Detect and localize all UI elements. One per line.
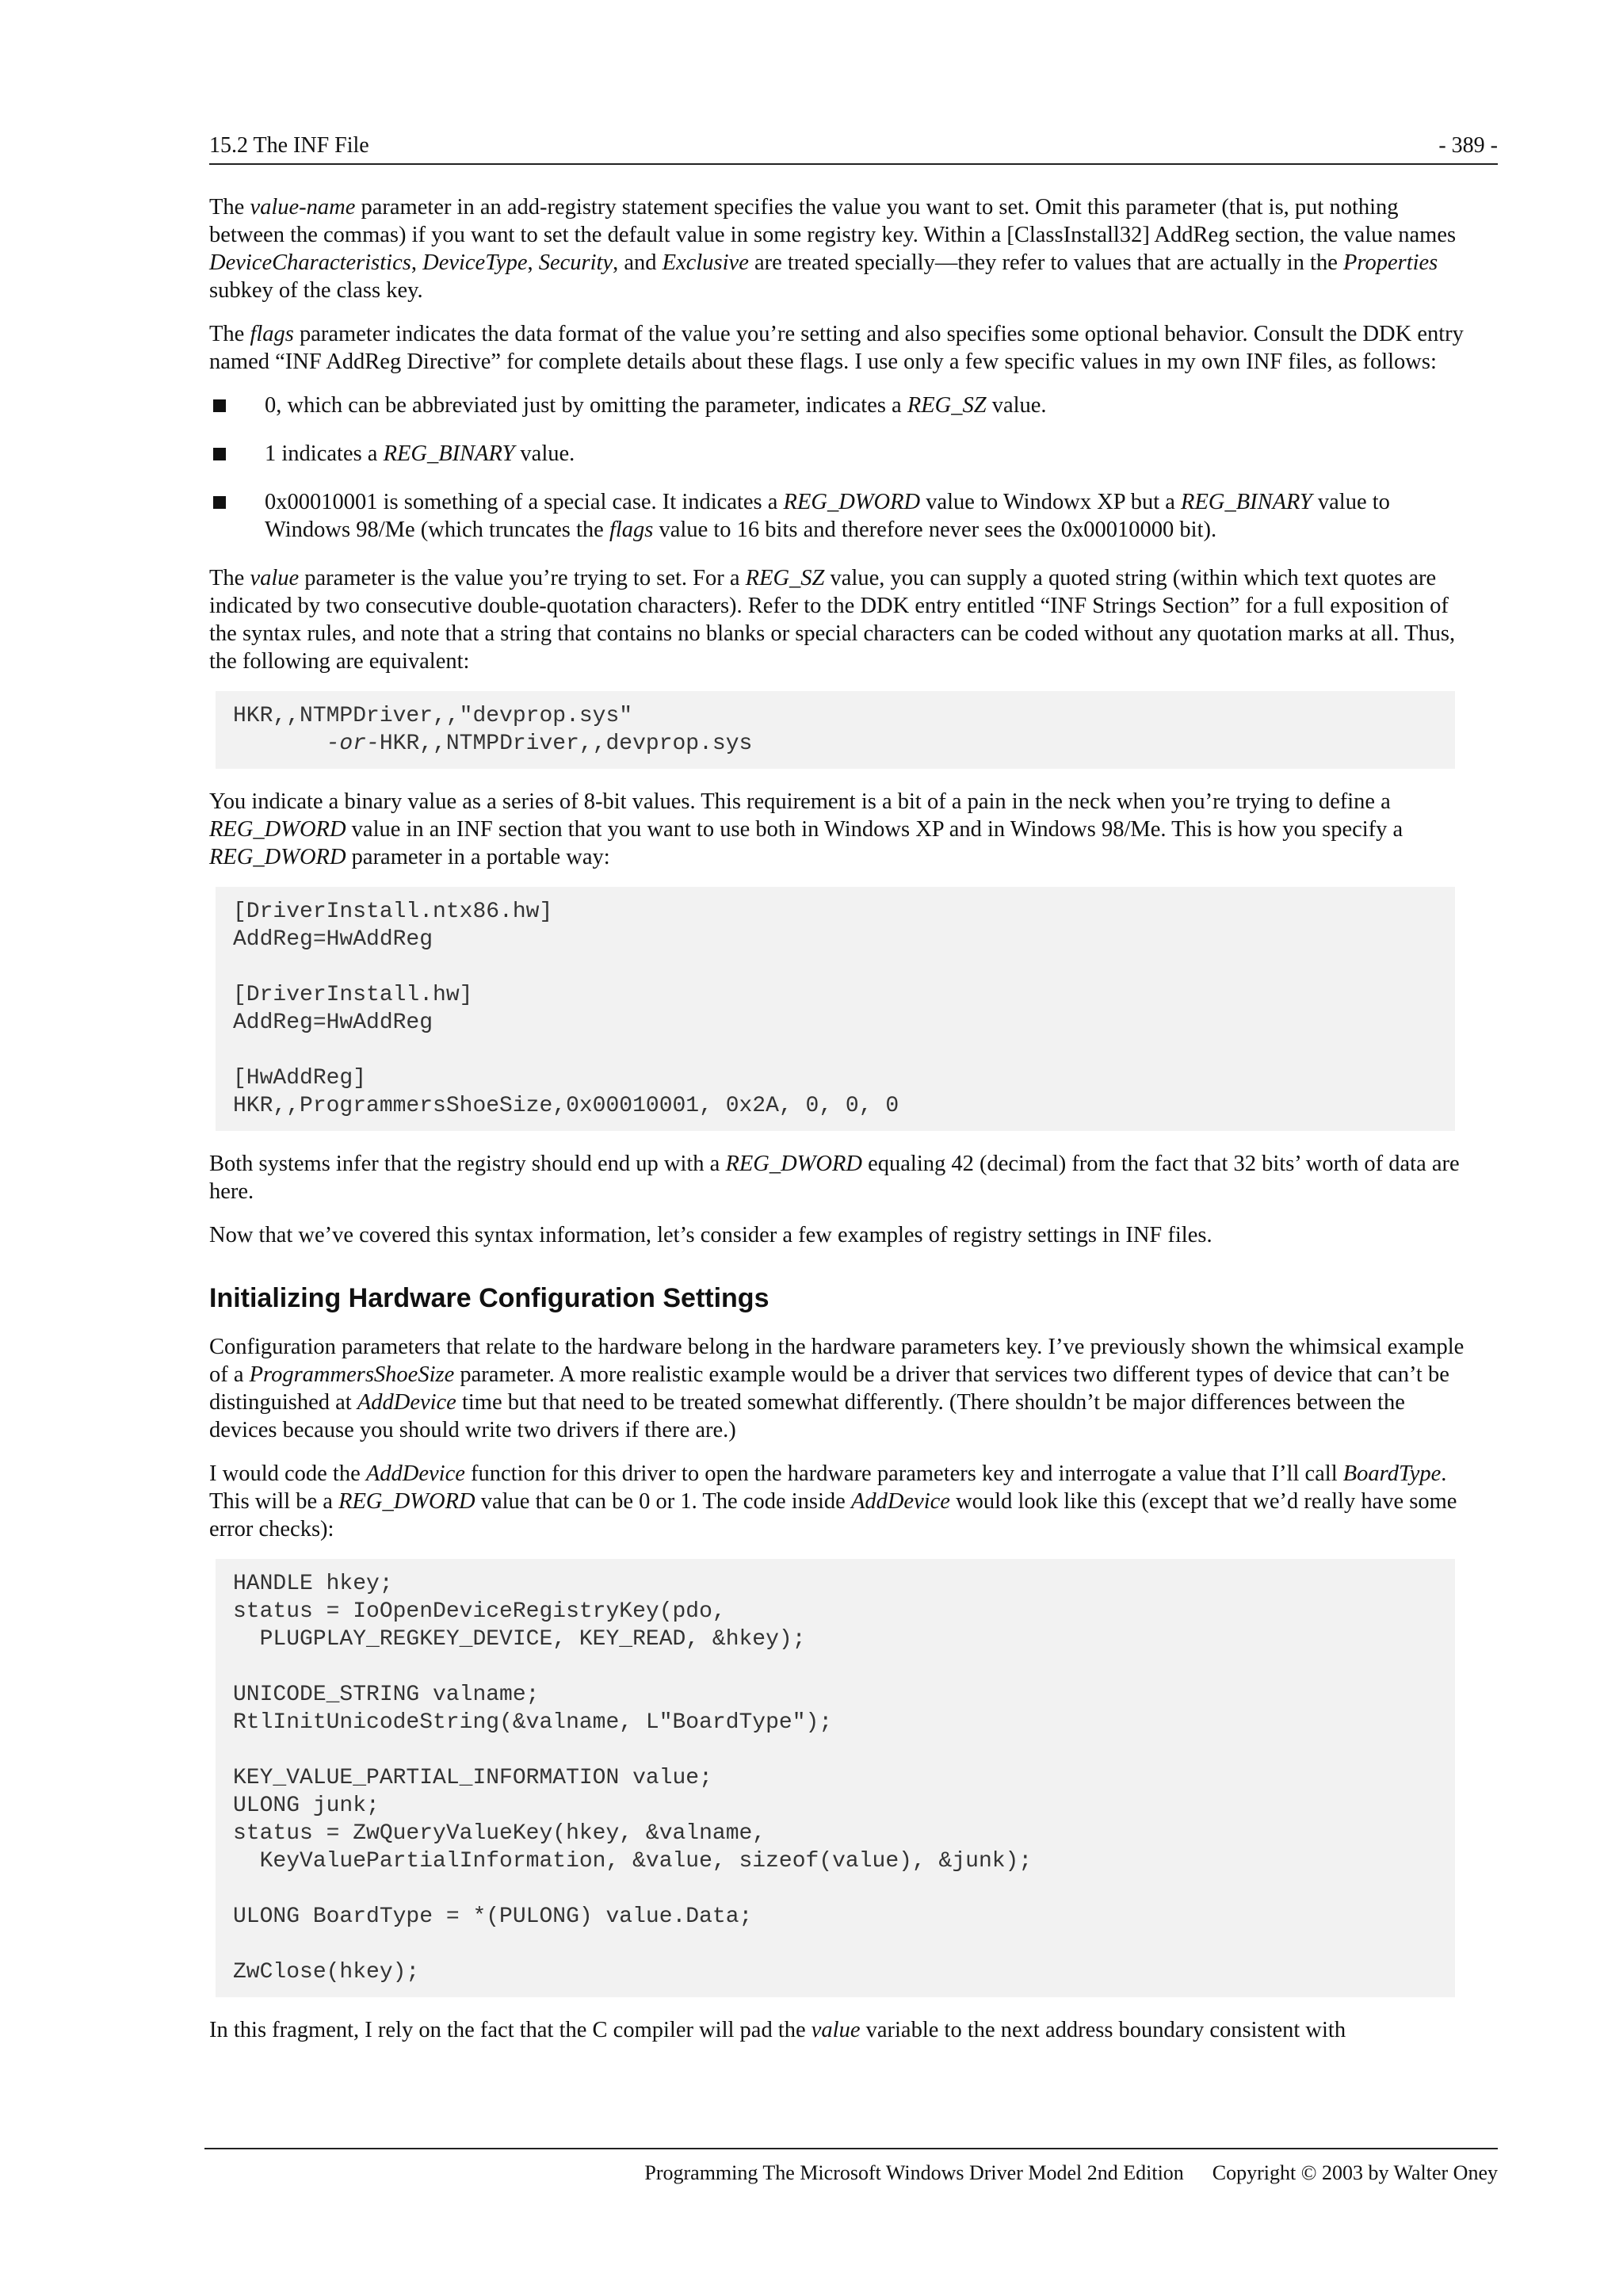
- text-run: parameter in a portable way:: [346, 845, 610, 869]
- text-run: , and: [613, 250, 663, 275]
- text-run: subkey of the class key.: [209, 278, 423, 303]
- text-run: status = IoOpenDeviceRegistryKey(pdo,: [233, 1599, 726, 1624]
- text-run: ZwClose(hkey);: [233, 1960, 420, 1985]
- text-run: You indicate a binary value as a series of 8-bit values. This requirement is a bit of a pain in the neck when you’re trying to define a: [209, 789, 1391, 814]
- text-run: ULONG junk;: [233, 1794, 380, 1818]
- bullet-square-icon: [213, 448, 226, 460]
- italic-term: REG_DWORD: [209, 845, 346, 869]
- text-run: [HwAddReg]: [233, 1066, 367, 1091]
- text-run: parameter indicates the data format of the value you’re setting and also specifies some optional behavior. Consult the DDK entry named “INF AddReg Directive” for complete details about these flags. I use only a few specific values in my own INF files, as follows:: [209, 322, 1464, 374]
- code-line: [233, 1792, 1438, 1820]
- bullet-square-icon: [213, 399, 226, 412]
- text-run: [233, 732, 327, 756]
- paragraph: [209, 1221, 1477, 1249]
- list-item: [209, 392, 1477, 419]
- text-run: parameter is the value you’re trying to set. For a: [299, 566, 746, 590]
- paragraph: [209, 2016, 1477, 2044]
- text-run: [DriverInstall.ntx86.hw]: [233, 900, 553, 924]
- italic-term: flags: [609, 518, 654, 542]
- code-line: [233, 730, 1438, 758]
- text-run: . This will be a: [209, 1461, 1447, 1514]
- italic-term: value: [811, 2018, 861, 2042]
- list-item: [209, 488, 1477, 544]
- italic-term: Properties: [1343, 250, 1438, 275]
- flags-list: [209, 392, 1477, 544]
- text-run: [DriverInstall.hw]: [233, 983, 473, 1007]
- italic-term: Security: [538, 250, 613, 275]
- page-number: - 389 -: [1438, 133, 1498, 158]
- paragraph: [209, 788, 1477, 871]
- text-run: parameter. A more realistic example would be a driver that services two different types of device that can’t be distinguished at: [209, 1362, 1449, 1415]
- italic-term: REG_DWORD: [783, 490, 921, 514]
- code-blank-line: [233, 1653, 1438, 1681]
- text-run: AddReg=HwAddReg: [233, 1010, 433, 1035]
- code-line: [233, 1958, 1438, 1986]
- text-run: I would code the: [209, 1461, 366, 1486]
- text-run: function for this driver to open the hardware parameters key and interrogate a value that I’ll call: [464, 1461, 1343, 1486]
- text-run: are treated specially—they refer to values that are actually in the: [748, 250, 1344, 275]
- list-item: [209, 440, 1477, 468]
- bullet-square-icon: [213, 496, 226, 509]
- text-run: value to Windows 98/Me (which truncates the: [265, 490, 1390, 542]
- italic-term: ProgrammersShoeSize: [249, 1362, 455, 1387]
- text-run: ULONG BoardType = *(PULONG) value.Data;: [233, 1904, 753, 1929]
- italic-term: value-name: [250, 195, 356, 220]
- running-head: [209, 132, 1498, 165]
- code-line: [233, 926, 1438, 953]
- italic-term: AddDevice: [357, 1390, 456, 1415]
- italic-term: flags: [250, 322, 294, 346]
- text-run: HKR,,ProgrammersShoeSize,0x00010001, 0x2A, 0, 0, 0: [233, 1094, 899, 1118]
- text-run: equaling 42 (decimal) from the fact that 32 bits’ worth of data are here.: [209, 1152, 1460, 1204]
- italic-term: REG_BINARY: [1181, 490, 1312, 514]
- paragraph: [209, 320, 1477, 376]
- paragraph: [209, 564, 1477, 675]
- italic-term: REG_SZ: [745, 566, 825, 590]
- code-blank-line: [233, 1875, 1438, 1903]
- code-blank-line: [233, 1931, 1438, 1958]
- code-block: [216, 887, 1455, 1131]
- code-blank-line: [233, 1037, 1438, 1064]
- text-run: Both systems infer that the registry should end up with a: [209, 1152, 726, 1176]
- code-line: [233, 1009, 1438, 1037]
- text-run: KEY_VALUE_PARTIAL_INFORMATION value;: [233, 1766, 712, 1790]
- code-line: [233, 1092, 1438, 1120]
- code-line: [233, 898, 1438, 926]
- code-line: [233, 1598, 1438, 1626]
- text-run: Configuration parameters that relate to the hardware belong in the hardware parameters key. I’ve previously shown the whimsical example of a: [209, 1335, 1465, 1387]
- code-line: [233, 1709, 1438, 1736]
- list-item-text: [265, 393, 1047, 418]
- italic-term: AddDevice: [365, 1461, 465, 1486]
- paragraph: [209, 1333, 1477, 1444]
- text-run: The: [209, 195, 250, 220]
- list-item-text: [265, 441, 575, 466]
- italic-term: AddDevice: [850, 1489, 950, 1514]
- text-run: HANDLE hkey;: [233, 1572, 393, 1596]
- text-run: The: [209, 322, 250, 346]
- section-title: 15.2 The INF File: [209, 133, 369, 158]
- text-run: UNICODE_STRING valname;: [233, 1683, 540, 1707]
- italic-term: REG_DWORD: [338, 1489, 475, 1514]
- book-title: Programming The Microsoft Windows Driver Model 2nd Edition: [644, 2161, 1184, 2184]
- code-line: [233, 1681, 1438, 1709]
- section-heading: Initializing Hardware Configuration Settings: [209, 1283, 769, 1313]
- italic-term: REG_BINARY: [383, 441, 515, 466]
- text-run: AddReg=HwAddReg: [233, 927, 433, 952]
- italic-term: DeviceCharacteristics: [209, 250, 411, 275]
- list-item-text: [265, 490, 1390, 542]
- text-run: PLUGPLAY_REGKEY_DEVICE, KEY_READ, &hkey);: [233, 1627, 806, 1652]
- text-run: ,: [527, 250, 539, 275]
- text-run: value to 16 bits and therefore never sees the 0x00010000 bit).: [653, 518, 1217, 542]
- code-blank-line: [233, 1736, 1438, 1764]
- text-run: 0x00010001 is something of a special case. It indicates a: [265, 490, 784, 514]
- text-run: value.: [986, 393, 1047, 418]
- paragraph: [209, 193, 1477, 304]
- italic-term: REG_SZ: [907, 393, 987, 418]
- code-line: [233, 1764, 1438, 1792]
- page-footer: [204, 2148, 1498, 2186]
- italic-term: REG_DWORD: [725, 1152, 862, 1176]
- text-run: In this fragment, I rely on the fact that the C compiler will pad the: [209, 2018, 812, 2042]
- code-line: [233, 702, 1438, 730]
- text-run: value that can be 0 or 1. The code inside: [475, 1489, 851, 1514]
- code-line: [233, 1903, 1438, 1931]
- code-blank-line: [233, 953, 1438, 981]
- text-run: The: [209, 566, 250, 590]
- code-block: [216, 1559, 1455, 1997]
- text-run: variable to the next address boundary consistent with: [860, 2018, 1346, 2042]
- code-line: [233, 1064, 1438, 1092]
- text-run: parameter in an add-registry statement specifies the value you want to set. Omit this parameter (that is, put nothing between the commas) if you want to set the default value in some registry key. Within a [ClassInstall32] AddReg section, the value names: [209, 195, 1457, 247]
- text-run: HKR,,NTMPDriver,,"devprop.sys": [233, 704, 633, 728]
- italic-term: value: [250, 566, 300, 590]
- code-block: [216, 691, 1455, 769]
- code-line: [233, 1570, 1438, 1598]
- text-run: 0, which can be abbreviated just by omitting the parameter, indicates a: [265, 393, 907, 418]
- paragraph: [209, 1150, 1477, 1205]
- italic-term: Exclusive: [662, 250, 749, 275]
- italic-term: REG_DWORD: [209, 817, 346, 842]
- code-line: [233, 1847, 1438, 1875]
- italic-term: BoardType: [1342, 1461, 1442, 1486]
- text-run: HKR,,NTMPDriver,,devprop.sys: [379, 732, 753, 756]
- text-run: value.: [514, 441, 575, 466]
- page-body: [209, 193, 1477, 2060]
- copyright: Copyright © 2003 by Walter Oney: [1212, 2161, 1498, 2184]
- italic-term: DeviceType: [422, 250, 528, 275]
- text-run: RtlInitUnicodeString(&valname, L"BoardType");: [233, 1710, 833, 1735]
- text-run: value to Windowx XP but a: [920, 490, 1182, 514]
- code-line: [233, 1820, 1438, 1847]
- text-run: 1 indicates a: [265, 441, 384, 466]
- text-run: time but that need to be treated somewhat differently. (There shouldn’t be major differences between the devices because you should write two drivers if there are.): [209, 1390, 1405, 1442]
- italic-term: -or-: [326, 732, 380, 756]
- paragraph: [209, 1460, 1477, 1543]
- text-run: value, you can supply a quoted string (within which text quotes are indicated by two consecutive double-quotation characters). Refer to the DDK entry entitled “INF Strings Section” for a full exposition of the syntax rules, and note that a string that contains no blanks or special characters can be coded without any quotation marks at all. Thus, the following are equivalent:: [209, 566, 1456, 674]
- text-run: KeyValuePartialInformation, &value, sizeof(value), &junk);: [233, 1849, 1033, 1874]
- text-run: Now that we’ve covered this syntax information, let’s consider a few examples of registry settings in INF files.: [209, 1223, 1212, 1247]
- text-run: status = ZwQueryValueKey(hkey, &valname,: [233, 1821, 766, 1846]
- code-line: [233, 1626, 1438, 1653]
- code-line: [233, 981, 1438, 1009]
- text-run: ,: [411, 250, 423, 275]
- text-run: value in an INF section that you want to use both in Windows XP and in Windows 98/Me. This is how you specify a: [346, 817, 1403, 842]
- text-run: would look like this (except that we’d really have some error checks):: [209, 1489, 1457, 1541]
